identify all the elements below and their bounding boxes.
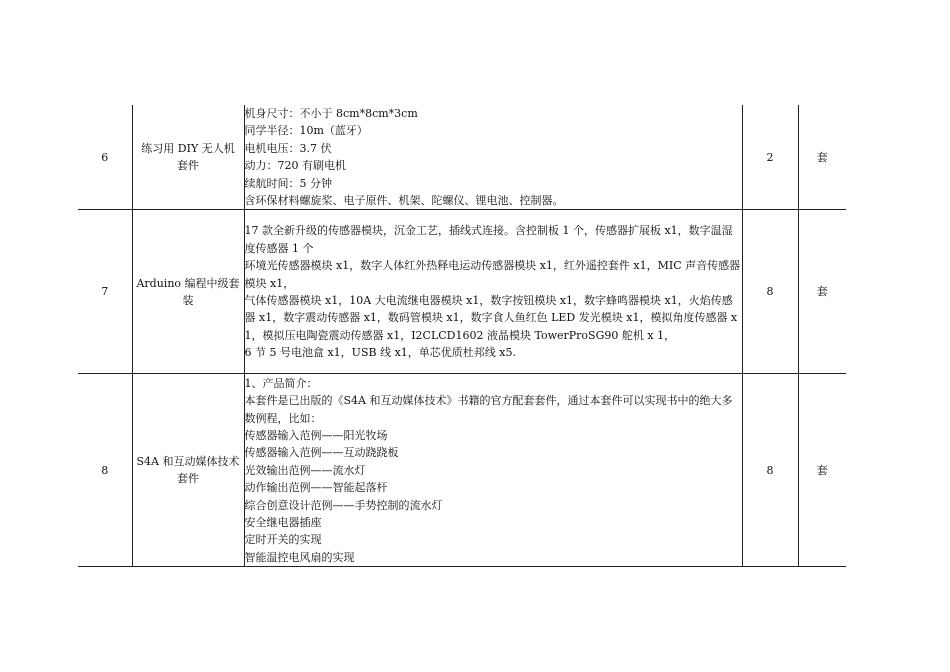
item-name-line: 装 bbox=[182, 293, 194, 307]
description-line: 电机电压：3.7 伏 bbox=[244, 141, 332, 155]
description-line: 含环保材料螺旋桨、电子原件、机架、陀螺仪、锂电池、控制器。 bbox=[244, 194, 564, 208]
description-line: 传感器输入范例——互动跷跷板 bbox=[244, 446, 399, 460]
description-line: 光效输出范例——流水灯 bbox=[244, 463, 366, 477]
item-description bbox=[244, 210, 742, 374]
row-number: 7 bbox=[78, 210, 132, 374]
item-name-line: 练习用 DIY 无人机 bbox=[141, 141, 235, 155]
item-quantity: 8 bbox=[742, 210, 798, 374]
description-line: 安全继电器插座 bbox=[244, 515, 322, 529]
row-number: 6 bbox=[78, 105, 132, 210]
description-line: 环境光传感器模块 x1，数字人体红外热释电运动传感器模块 x1，红外遥控套件 x1，MIC 声音传感器模块 x1， bbox=[244, 259, 741, 290]
item-quantity: 2 bbox=[742, 105, 798, 210]
table-row bbox=[78, 105, 846, 210]
equipment-spec-table bbox=[78, 105, 846, 567]
description-line: 传感器输入范例——阳光牧场 bbox=[244, 428, 388, 442]
description-line: 定时开关的实现 bbox=[244, 533, 322, 547]
description-line: 同学半径：10m（蓝牙） bbox=[244, 124, 368, 138]
item-description bbox=[244, 105, 742, 210]
description-line: 综合创意设计范例——手势控制的流水灯 bbox=[244, 498, 443, 512]
table-row bbox=[78, 210, 846, 374]
item-name-line: 套件 bbox=[177, 159, 199, 173]
item-unit: 套 bbox=[798, 374, 846, 567]
item-name bbox=[132, 374, 244, 567]
description-line: 本套件是已出版的《S4A 和互动媒体技术》书籍的官方配套套件，通过本套件可以实现书中的绝大多数例程，比如： bbox=[244, 394, 733, 425]
description-line: 机身尺寸：不小于 8cm*8cm*3cm bbox=[244, 107, 418, 120]
description-line: 智能温控电风扇的实现 bbox=[244, 550, 355, 564]
row-number: 8 bbox=[78, 374, 132, 567]
description-line: 17 款全新升级的传感器模块，沉金工艺，插线式连接。含控制板 1 个，传感器扩展板 x1，数字温湿度传感器 1 个 bbox=[244, 224, 733, 255]
description-line: 动作输出范例——智能起落杆 bbox=[244, 481, 388, 495]
item-unit: 套 bbox=[798, 210, 846, 374]
item-name-line: S4A 和互动媒体技术 bbox=[136, 455, 240, 469]
description-line: 续航时间：5 分钟 bbox=[244, 176, 332, 190]
description-line: 动力：720 有刷电机 bbox=[244, 159, 346, 173]
item-name bbox=[132, 210, 244, 374]
table-row bbox=[78, 374, 846, 567]
description-line: 1、产品简介： bbox=[244, 376, 318, 390]
item-unit: 套 bbox=[798, 105, 846, 210]
item-description bbox=[244, 374, 742, 567]
description-line: 气体传感器模块 x1，10A 大电流继电器模块 x1，数字按钮模块 x1，数字蜂鸣器模块 x1，火焰传感器 x1，数字震动传感器 x1，数码管模块 x1，数字食人鱼红色 LED 发光模块 x1，模拟角度传感器 x1，模拟压电陶瓷震动传感器 x1，I2CLCD1602 液晶模块 TowerProSG90 舵机 x 1， bbox=[244, 293, 738, 342]
item-quantity: 8 bbox=[742, 374, 798, 567]
item-name bbox=[132, 105, 244, 210]
description-line: 6 节 5 号电池盒 x1，USB 线 x1，单芯优质杜邦线 x5. bbox=[244, 346, 516, 360]
item-name-line: 套件 bbox=[177, 472, 199, 486]
item-name-line: Arduino 编程中级套 bbox=[136, 276, 240, 290]
